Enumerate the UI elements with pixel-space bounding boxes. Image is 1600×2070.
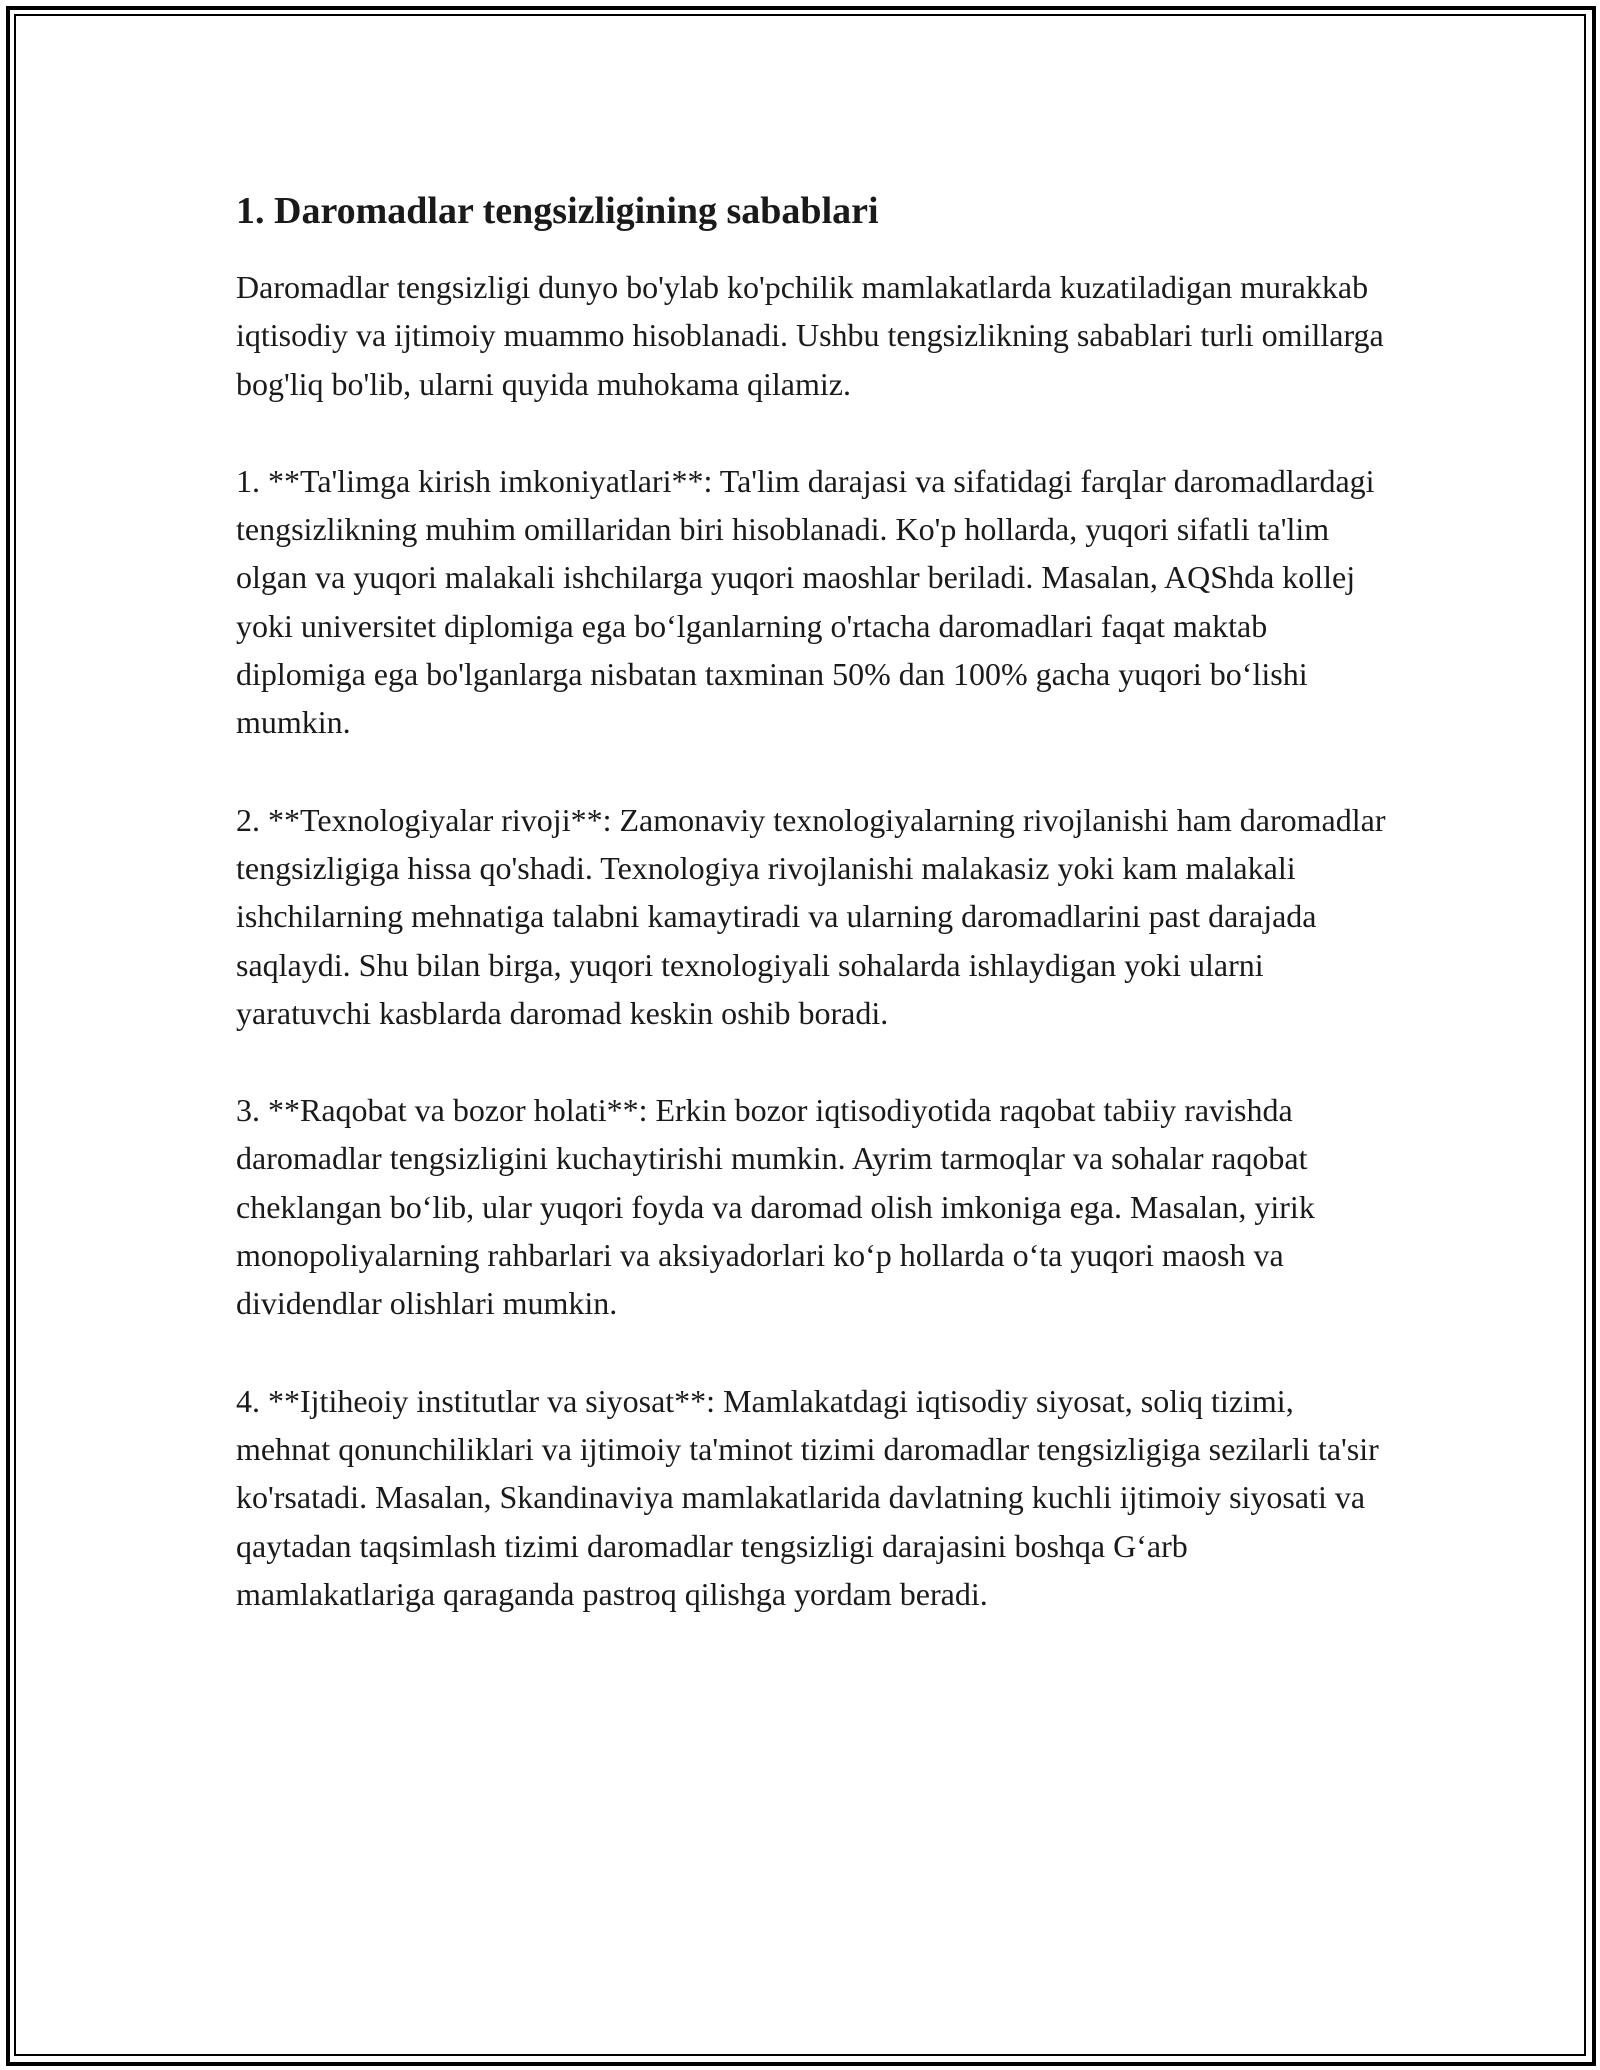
list-item-text: **Texnologiyalar rivoji**: Zamonaviy texnologiyalarning rivojlanishi ham daromadlar tengsizligiga hissa qo'shadi. Texnologiya rivojlanishi malakasiz yoki kam malakali ishchilarning mehnatiga talabni kamaytiradi va ularning daromadlarini past darajada saqlaydi. Shu bilan birga, yuqori texnologiyali sohalarda ishlaydigan yoki ularni yaratuvchi kasblarda daromad keskin oshib boradi.	[236, 801, 1386, 1031]
list-item-institutions	[236, 1377, 1386, 1618]
list-item-text: **Ijtiheoiy institutlar va siyosat**: Mamlakatdagi iqtisodiy siyosat, soliq tizimi, mehnat qonunchiliklari va ijtimoiy ta'minot tizimi daromadlar tengsizligiga sezilarli ta'sir ko'rsatadi. Masalan, Skandinaviya mamlakatlarida davlatning kuchli ijtimoiy siyosati va qaytadan taqsimlash tizimi daromadlar tengsizligi darajasini boshqa G‘arb mamlakatlariga qaraganda pastroq qilishga yordam beradi.	[236, 1382, 1379, 1612]
list-item-number: 1.	[236, 462, 260, 499]
intro-paragraph: Daromadlar tengsizligi dunyo bo'ylab ko'pchilik mamlakatlarda kuzatiladigan murakkab iqtisodiy va ijtimoiy muammo hisoblanadi. Ushbu tengsizlikning sabablari turli omillarga bog'liq bo'lib, ularni quyida muhokama qilamiz.	[236, 269, 1384, 402]
list-item-technology	[236, 796, 1386, 1037]
list-item-number: 2.	[236, 801, 260, 838]
list-item-competition	[236, 1086, 1386, 1327]
list-item-number: 3.	[236, 1092, 260, 1129]
document-body	[236, 185, 1386, 1667]
list-item-text: **Raqobat va bozor holati**: Erkin bozor iqtisodiyotida raqobat tabiiy ravishda daromadlar tengsizligini kuchaytirishi mumkin. Ayrim tarmoqlar va sohalar raqobat cheklangan bo‘lib, ular yuqori foyda va daromad olish imkoniga ega. Masalan, yirik monopoliyalarning rahbarlari va aksiyadorlari ko‘p hollarda o‘ta yuqori maosh va dividendlar olishlari mumkin.	[236, 1092, 1315, 1322]
page-title: 1. Daromadlar tengsizligining sabablari	[236, 190, 879, 232]
list-item-education	[236, 457, 1386, 747]
list-item-text: **Ta'limga kirish imkoniyatlari**: Ta'lim darajasi va sifatidagi farqlar daromadlardagi tengsizlikning muhim omillaridan biri hisoblanadi. Ko'p hollarda, yuqori sifatli ta'lim olgan va yuqori malakali ishchilarga yuqori maoshlar beriladi. Masalan, AQShda kollej yoki universitet diplomiga ega bo‘lganlarning o'rtacha daromadlari faqat maktab diplomiga ega bo'lganlarga nisbatan taxminan 50% dan 100% gacha yuqori bo‘lishi mumkin.	[236, 462, 1375, 741]
list-item-number: 4.	[236, 1382, 260, 1419]
